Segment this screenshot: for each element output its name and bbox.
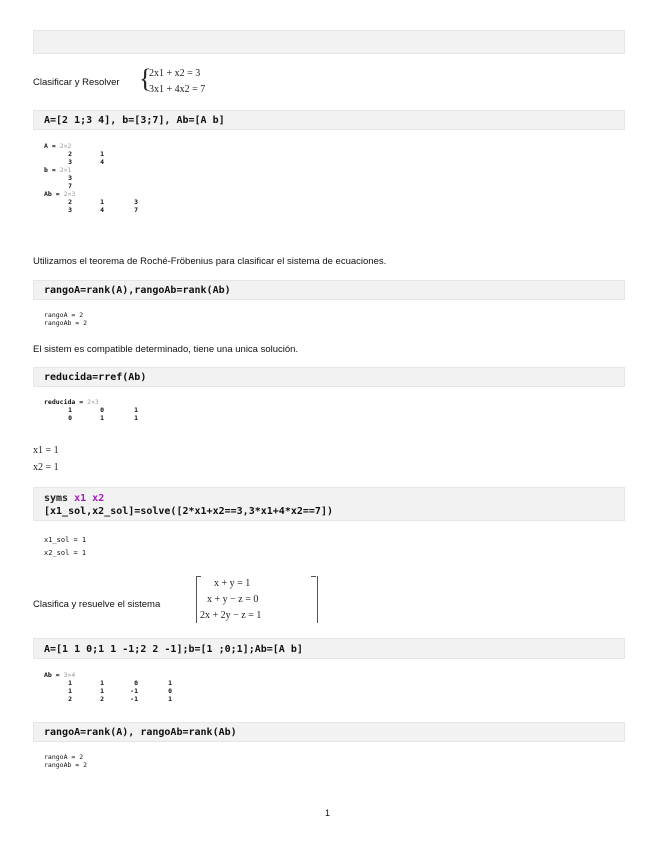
output-6	[44, 753, 87, 769]
matrix-row	[44, 687, 244, 695]
matrix-row	[44, 679, 244, 687]
system-eq2: 3x1 + 4x2 = 7	[149, 84, 206, 95]
output-label-row	[44, 671, 244, 679]
output-3	[44, 398, 244, 422]
matrix-cell: 1	[68, 679, 72, 687]
var-label: reducida =	[44, 398, 88, 406]
code-cell-3[interactable]	[33, 367, 625, 387]
system-eq1: 2x1 + x2 = 3	[149, 68, 201, 79]
matrix-cell: 3	[68, 206, 72, 214]
output-line: rangoA = 2	[44, 311, 84, 319]
output-label-row	[44, 398, 244, 406]
output-5	[44, 671, 244, 703]
output-line: rangoAb = 2	[44, 761, 88, 769]
code-line: rangoA=rank(A), rangoAb=rank(Ab)	[44, 727, 237, 738]
dim-label: 2×2	[59, 142, 72, 150]
keyword: syms	[44, 493, 75, 504]
matrix-cell: 4	[100, 158, 104, 166]
matrix-cell: -1	[130, 695, 138, 703]
compatible-text: El sistem es compatible determinado, tiene una unica solución.	[33, 344, 299, 355]
code-cell-6[interactable]	[33, 722, 625, 742]
code-line: A=[2 1;3 4], b=[3;7], Ab=[A b]	[44, 115, 225, 126]
code-cell-1[interactable]	[33, 110, 625, 130]
system2-eq3: 2x + 2y − z = 1	[200, 610, 262, 621]
output-label-row	[44, 142, 244, 150]
var-label: A =	[44, 142, 60, 150]
matrix-cell: 1	[168, 695, 172, 703]
matrix-cell: 3	[68, 174, 72, 182]
code-line	[44, 492, 614, 505]
system-brace: {	[139, 64, 152, 93]
matrix-row	[44, 158, 244, 166]
matrix-cell: 7	[134, 206, 138, 214]
matrix-cell: 2	[68, 198, 72, 206]
matrix-row	[44, 174, 244, 182]
matrix-cell: 3	[134, 198, 138, 206]
page-number: 1	[324, 808, 330, 818]
code-cell-5[interactable]	[33, 638, 625, 659]
empty-code-cell[interactable]	[33, 30, 625, 54]
system2-eq2: x + y − z = 0	[207, 594, 259, 605]
matrix-cell: 2	[68, 695, 72, 703]
matrix-cell: 0	[134, 679, 138, 687]
matrix-cell: 1	[100, 679, 104, 687]
output-label-row	[44, 166, 244, 174]
matrix-row	[44, 406, 244, 414]
matrix-cell: 1	[168, 679, 172, 687]
matrix-cell: 2	[68, 150, 72, 158]
matrix-cell: 1	[100, 198, 104, 206]
matrix-cell: 1	[100, 687, 104, 695]
matrix-cell: 1	[68, 406, 72, 414]
matrix-cell: 0	[100, 406, 104, 414]
matrix-cell: 1	[100, 150, 104, 158]
output-2	[44, 311, 87, 327]
matrix-row	[44, 198, 244, 206]
theorem-text: Utilizamos el teorema de Roché-Fröbenius para clasificar el sistema de ecuaciones.	[33, 256, 387, 267]
code-line: [x1_sol,x2_sol]=solve([2*x1+x2==3,3*x1+4*x2==7])	[44, 506, 333, 517]
matrix-cell: -1	[130, 687, 138, 695]
system2-eq1: x + y = 1	[214, 578, 251, 589]
dim-label: 3×4	[63, 671, 76, 679]
matrix-cell: 1	[68, 687, 72, 695]
output-line: rangoA = 2	[44, 753, 84, 761]
var-label: b =	[44, 166, 60, 174]
code-line: reducida=rref(Ab)	[44, 372, 147, 383]
matrix-cell: 0	[168, 687, 172, 695]
code-line: rangoA=rank(A),rangoAb=rank(Ab)	[44, 285, 231, 296]
matrix-cell: 0	[68, 414, 72, 422]
matrix-row	[44, 206, 244, 214]
output-line: x2_sol = 1	[44, 549, 87, 557]
solution-line-1: x1 = 1	[33, 445, 59, 456]
bracket-top-left	[196, 576, 201, 577]
matrix-cell: 1	[134, 414, 138, 422]
matrix-cell: 2	[100, 695, 104, 703]
matrix-cell: 1	[134, 406, 138, 414]
symbol-vars: x1 x2	[74, 493, 105, 504]
output-line: rangoAb = 2	[44, 319, 88, 327]
matrix-row	[44, 182, 244, 190]
output-line: x1_sol = 1	[44, 536, 87, 544]
matrix-cell: 3	[68, 158, 72, 166]
intro2-label: Clasifica y resuelve el sistema	[33, 599, 161, 610]
code-cell-2[interactable]	[33, 280, 625, 300]
matrix-cell: 1	[100, 414, 104, 422]
output-4	[44, 536, 86, 562]
matrix-cell: 7	[68, 182, 72, 190]
dim-label: 2×3	[87, 398, 99, 406]
matrix-row	[44, 695, 244, 703]
output-1	[44, 142, 244, 214]
output-label-row	[44, 190, 244, 198]
matrix-row	[44, 150, 244, 158]
code-cell-4[interactable]	[33, 487, 625, 521]
code-line: A=[1 1 0;1 1 -1;2 2 -1];b=[1 ;0;1];Ab=[A b]	[44, 644, 303, 655]
solution-line-2: x2 = 1	[33, 462, 59, 473]
dim-label: 2×1	[59, 166, 72, 174]
var-label: Ab =	[44, 671, 64, 679]
intro-label: Clasificar y Resolver	[33, 77, 120, 88]
matrix-cell: 4	[100, 206, 104, 214]
matrix-row	[44, 414, 244, 422]
dim-label: 2×3	[63, 190, 76, 198]
bracket-top-right	[311, 576, 316, 577]
var-label: Ab =	[44, 190, 64, 198]
